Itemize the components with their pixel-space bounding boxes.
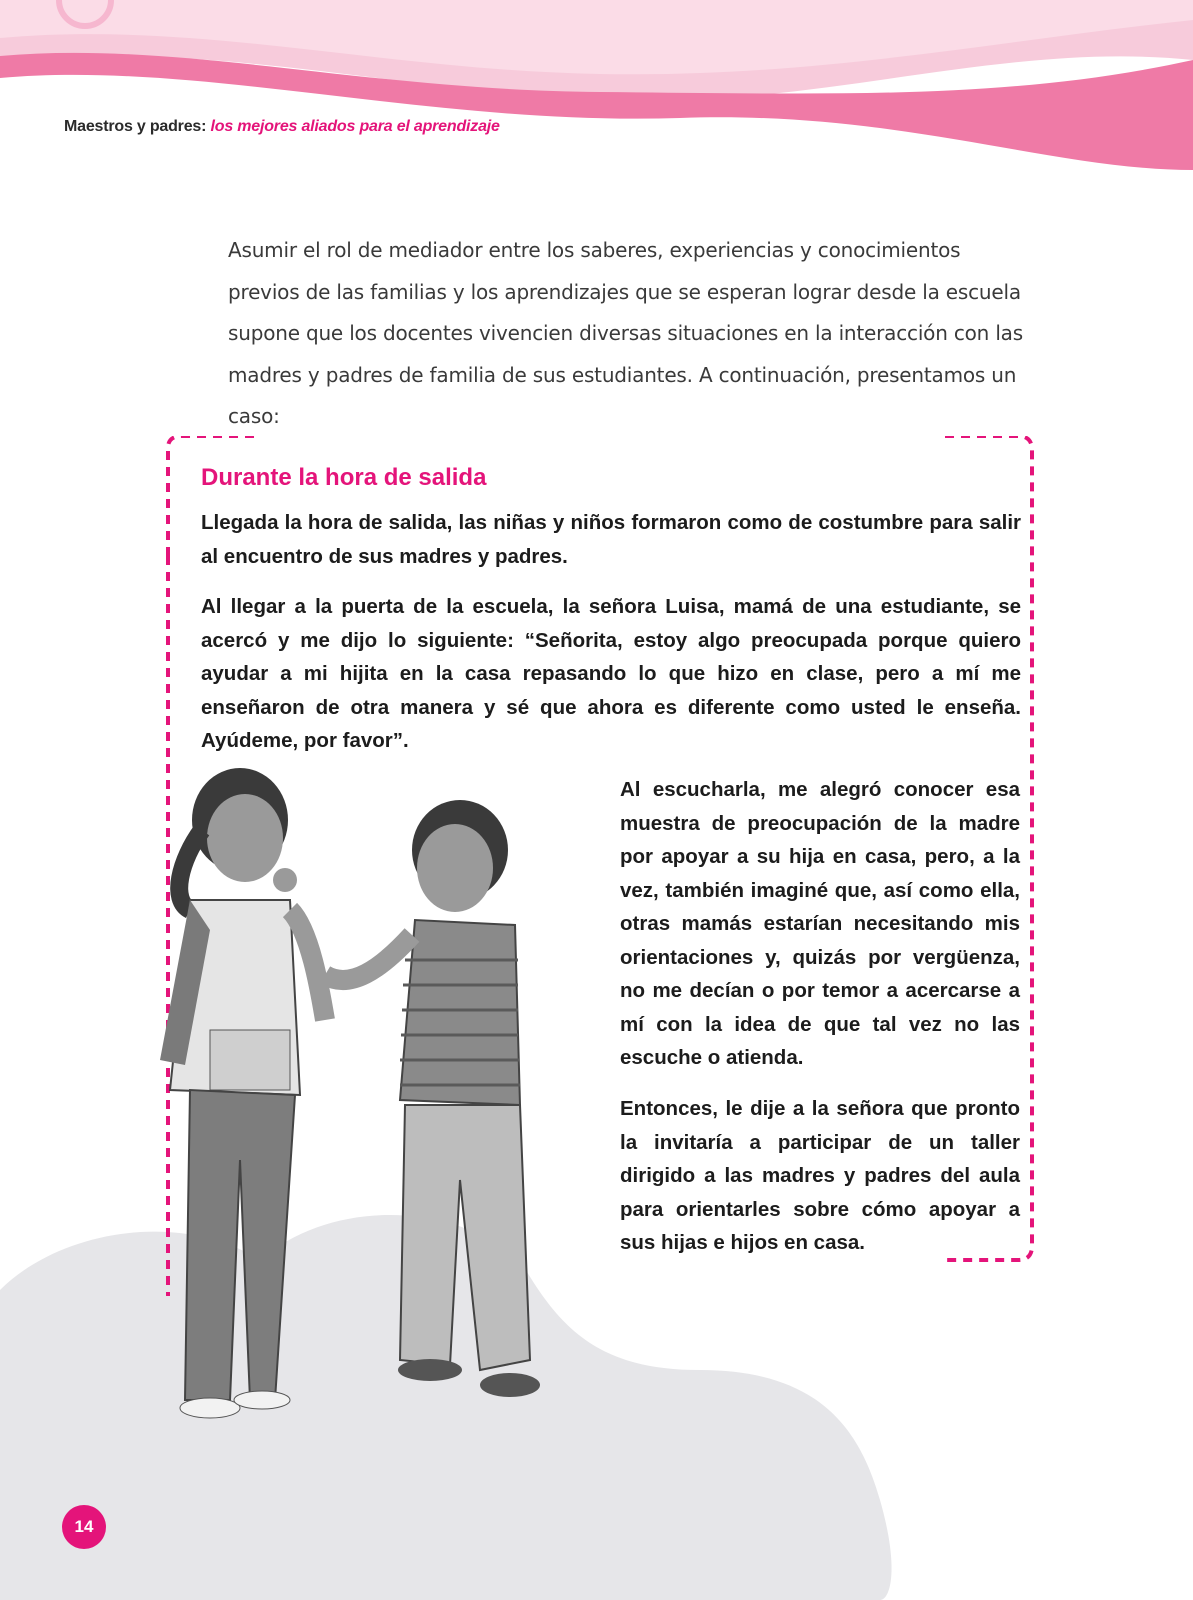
intro-paragraph: Asumir el rol de mediador entre los saberes, experiencias y conocimientos previos de las familias y los aprendizajes que se esperan lograr desde la escuela supone que los docentes vivencien diversas situaciones en la interacción con las madres y padres de familia de sus estudiantes. A continuación, presentamos un caso: xyxy=(228,238,1023,428)
teacher-figure xyxy=(160,768,325,1418)
running-title: Maestros y padres: xyxy=(64,118,207,135)
case-title: Durante la hora de salida xyxy=(201,464,487,491)
case-paragraph-3: Al escucharla, me alegró conocer esa muestra de preocupación de la madre por apoyar a su hija en casa, pero, a la vez, también imaginé que, así como ella, otras mamás estarían necesitando mis orientaciones y, quizás por vergüenza, no me decían o por temor a acercarse a mí con la idea de que tal vez no las escuche o atienda. xyxy=(620,778,1020,1069)
running-header xyxy=(64,118,500,136)
page-number-badge xyxy=(62,1505,106,1549)
page-number: 14 xyxy=(74,1517,94,1536)
case-paragraph-2: Al llegar a la puerta de la escuela, la señora Luisa, mamá de una estudiante, se acercó y me dijo lo siguiente: “Señorita, estoy algo preocupada porque quiero ayudar a mi hijita en la casa repasando lo que hizo en clase, pero a mí me enseñaron de otra manera y sé que ahora es diferente como usted le enseña. Ayúdeme, por favor”. xyxy=(201,595,1021,752)
mother-figure xyxy=(325,800,540,1397)
case-paragraph-1: Llegada la hora de salida, las niñas y niños formaron como de costumbre para salir al encuentro de sus madres y padres. xyxy=(201,511,1021,568)
header-wave-banner xyxy=(0,0,1193,180)
teacher-and-mother-illustration xyxy=(150,760,600,1430)
running-subtitle: los mejores aliados para el aprendizaje xyxy=(210,118,500,135)
case-paragraph-4: Entonces, le dije a la señora que pronto la invitaría a participar de un taller dirigido a las madres y padres del aula para orientarles sobre cómo apoyar a sus hijas e hijos en casa. xyxy=(620,1097,1020,1254)
